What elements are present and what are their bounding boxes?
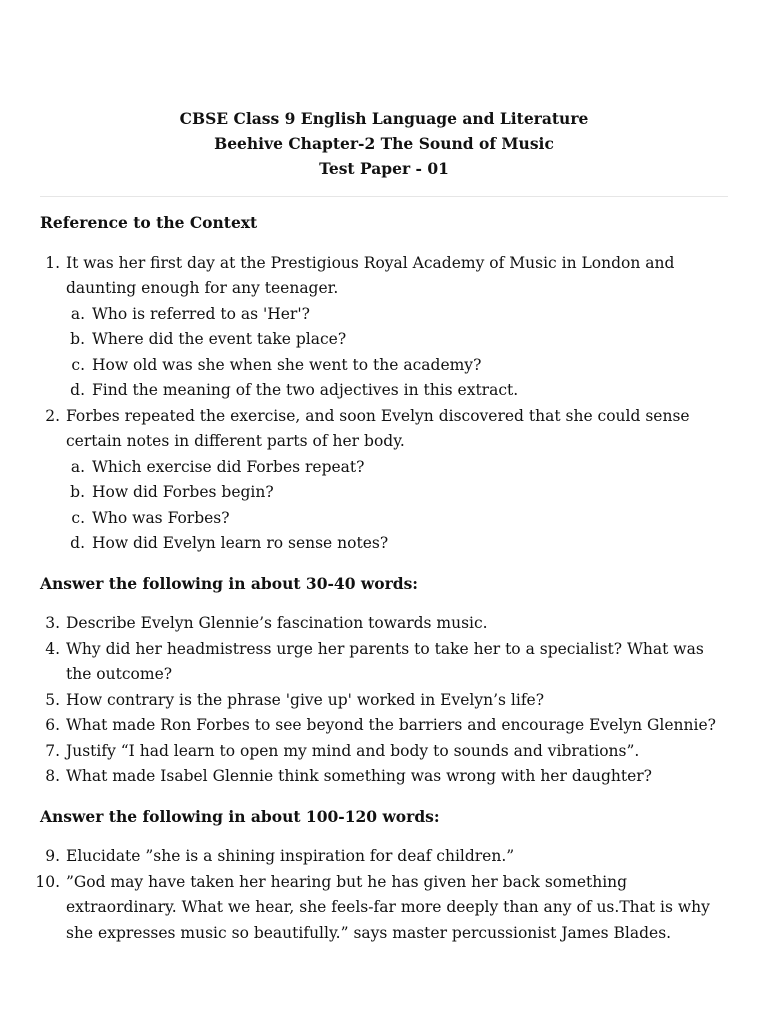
sub-question-letter: a. — [70, 304, 85, 323]
sub-question-letter: c. — [71, 355, 85, 374]
sub-question-letter: d. — [70, 381, 85, 399]
question-text: ”God may have taken her hearing but he has given her back something extraordinary. What we hear, she feels-far more deeply than any of us.That is why she expresses music so beautifully.” says master percussionist James Blades. — [66, 872, 710, 942]
header-paper-number: Test Paper - 01 — [319, 159, 449, 178]
question-item — [40, 404, 730, 557]
sub-question-letter: a. — [70, 457, 85, 476]
question-item — [40, 688, 730, 714]
question-text: Why did her headmistress urge her parents to take her to a specialist? What was the outcome? — [66, 639, 704, 683]
question-item — [40, 611, 730, 637]
section-heading-short-answer: Answer the following in about 30-40 words: — [40, 573, 419, 593]
question-item — [40, 739, 730, 765]
question-number: 8. — [45, 767, 60, 785]
document-header — [0, 106, 768, 181]
header-divider — [40, 196, 728, 197]
question-number: 9. — [45, 847, 60, 865]
sub-question — [66, 353, 730, 379]
question-text: It was her first day at the Prestigious Royal Academy of Music in London and daunting enough for any teenager. — [66, 253, 675, 297]
sub-question-list — [66, 455, 730, 557]
sub-question-text: How old was she when she went to the academy? — [92, 355, 482, 374]
header-title: CBSE Class 9 English Language and Literature — [179, 109, 589, 128]
question-number: 2. — [45, 406, 60, 425]
question-number: 7. — [45, 741, 60, 760]
question-text: Describe Evelyn Glennie’s fascination towards music. — [66, 614, 488, 632]
section-heading-reference: Reference to the Context — [40, 213, 258, 232]
question-list-short-answer — [40, 611, 730, 790]
question-item — [40, 251, 730, 404]
question-number: 5. — [45, 690, 60, 709]
sub-question-letter: c. — [71, 508, 85, 527]
question-text: What made Isabel Glennie think something was wrong with her daughter? — [66, 767, 652, 785]
sub-question-text: Who was Forbes? — [92, 508, 230, 527]
question-item — [40, 764, 730, 790]
sub-question — [66, 480, 730, 506]
question-number: 6. — [45, 716, 60, 734]
sub-question-letter: b. — [70, 330, 85, 348]
sub-question-text: Which exercise did Forbes repeat? — [92, 457, 365, 476]
sub-question-list — [66, 302, 730, 404]
sub-question-letter: d. — [70, 534, 85, 552]
document-body — [35, 210, 730, 960]
question-text: How contrary is the phrase 'give up' worked in Evelyn’s life? — [66, 690, 545, 709]
question-text: Elucidate ”she is a shining inspiration for deaf children.” — [66, 847, 515, 865]
question-number: 4. — [45, 639, 60, 658]
sub-question — [66, 531, 730, 557]
question-number: 1. — [45, 253, 60, 272]
sub-question-text: Where did the event take place? — [92, 330, 347, 348]
question-list-reference — [40, 251, 730, 557]
question-number: 10. — [35, 872, 60, 891]
sub-question — [66, 506, 730, 532]
question-item — [35, 870, 730, 947]
question-item — [40, 844, 730, 870]
question-item — [40, 637, 730, 688]
question-text: Forbes repeated the exercise, and soon Evelyn discovered that she could sense certain notes in different parts of her body. — [66, 406, 690, 450]
sub-question-text: How did Forbes begin? — [92, 483, 274, 501]
sub-question-text: Who is referred to as 'Her'? — [92, 304, 310, 323]
section-heading-long-answer: Answer the following in about 100-120 words: — [40, 806, 440, 826]
sub-question — [66, 327, 730, 353]
question-number: 3. — [45, 614, 60, 632]
sub-question — [66, 378, 730, 404]
question-text: What made Ron Forbes to see beyond the barriers and encourage Evelyn Glennie? — [66, 716, 716, 734]
sub-question-letter: b. — [70, 483, 85, 501]
header-chapter: Beehive Chapter-2 The Sound of Music — [214, 134, 554, 153]
sub-question-text: How did Evelyn learn ro sense notes? — [92, 534, 389, 552]
question-item — [40, 713, 730, 739]
question-text: Justify “I had learn to open my mind and body to sounds and vibrations”. — [66, 741, 640, 760]
question-list-long-answer — [35, 844, 730, 946]
sub-question — [66, 455, 730, 481]
sub-question-text: Find the meaning of the two adjectives in this extract. — [92, 381, 519, 399]
sub-question — [66, 302, 730, 328]
